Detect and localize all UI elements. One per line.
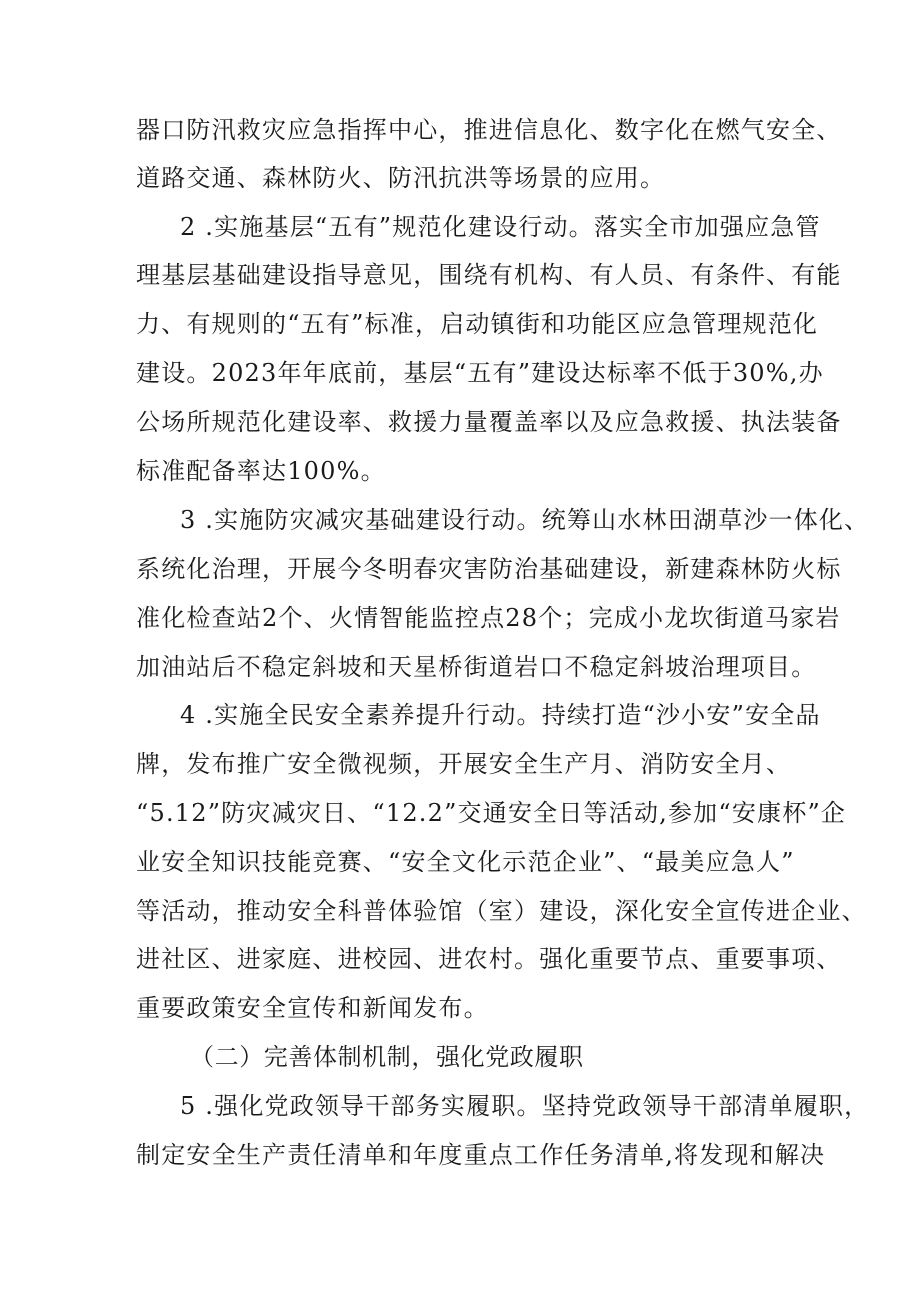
paragraph-line: 4 .实施全民安全素养提升行动。持续打造“沙小安”安全品 xyxy=(180,701,821,729)
paragraph-line: 3 .实施防灾减灾基础建设行动。统筹山水林田湖草沙一体化、 xyxy=(180,506,870,534)
paragraph-line: 5 .强化党政领导干部务实履职。坚持党政领导干部清单履职， xyxy=(180,1092,870,1120)
paragraph-line: 公场所规范化建设率、救援力量覆盖率以及应急救援、执法装备 xyxy=(136,408,842,436)
paragraph-line: 等活动，推动安全科普体验馆（室）建设，深化安全宣传进企业、 xyxy=(136,897,867,925)
paragraph-line: 标准配备率达100%。 xyxy=(136,457,386,485)
paragraph-line: 进社区、进家庭、进校园、进农村。强化重要节点、重要事项、 xyxy=(136,945,842,973)
paragraph-line: 业安全知识技能竞赛、“安全文化示范企业”、“最美应急人” xyxy=(136,848,795,876)
section-heading: （二）完善体制机制，强化党政履职 xyxy=(190,1043,584,1071)
paragraph-line: 加油站后不稳定斜坡和天星桥街道岩口不稳定斜坡治理项目。 xyxy=(136,653,817,681)
paragraph-line: 系统化治理，开展今冬明春灾害防治基础建设，新建森林防火标 xyxy=(136,555,842,583)
paragraph-line: 建设。2023年年底前，基层“五有”建设达标率不低于30%,办 xyxy=(136,359,824,387)
paragraph-line: 准化检查站2个、火情智能监控点28个；完成小龙坎街道马家岩 xyxy=(136,604,841,632)
paragraph-line: 理基层基础建设指导意见，围绕有机构、有人员、有条件、有能 xyxy=(136,261,842,289)
paragraph-line: 道路交通、森林防火、防汛抗洪等场景的应用。 xyxy=(136,164,666,192)
paragraph-line: 重要政策安全宣传和新闻发布。 xyxy=(136,994,489,1022)
paragraph-line: 牌，发布推广安全微视频，开展安全生产月、消防安全月、 xyxy=(136,750,792,778)
paragraph-line: 器口防汛救灾应急指挥中心，推进信息化、数字化在燃气安全、 xyxy=(136,116,842,144)
paragraph-line: 制定安全生产责任清单和年度重点工作任务清单,将发现和解决 xyxy=(136,1141,826,1169)
paragraph-line: “5.12”防灾减灾日、“12.2”交通安全日等活动,参加“安康杯”企 xyxy=(136,799,847,827)
paragraph-line: 2 .实施基层“五有”规范化建设行动。落实全市加强应急管 xyxy=(180,213,821,241)
paragraph-line: 力、有规则的“五有”标准，启动镇街和功能区应急管理规范化 xyxy=(136,310,819,338)
